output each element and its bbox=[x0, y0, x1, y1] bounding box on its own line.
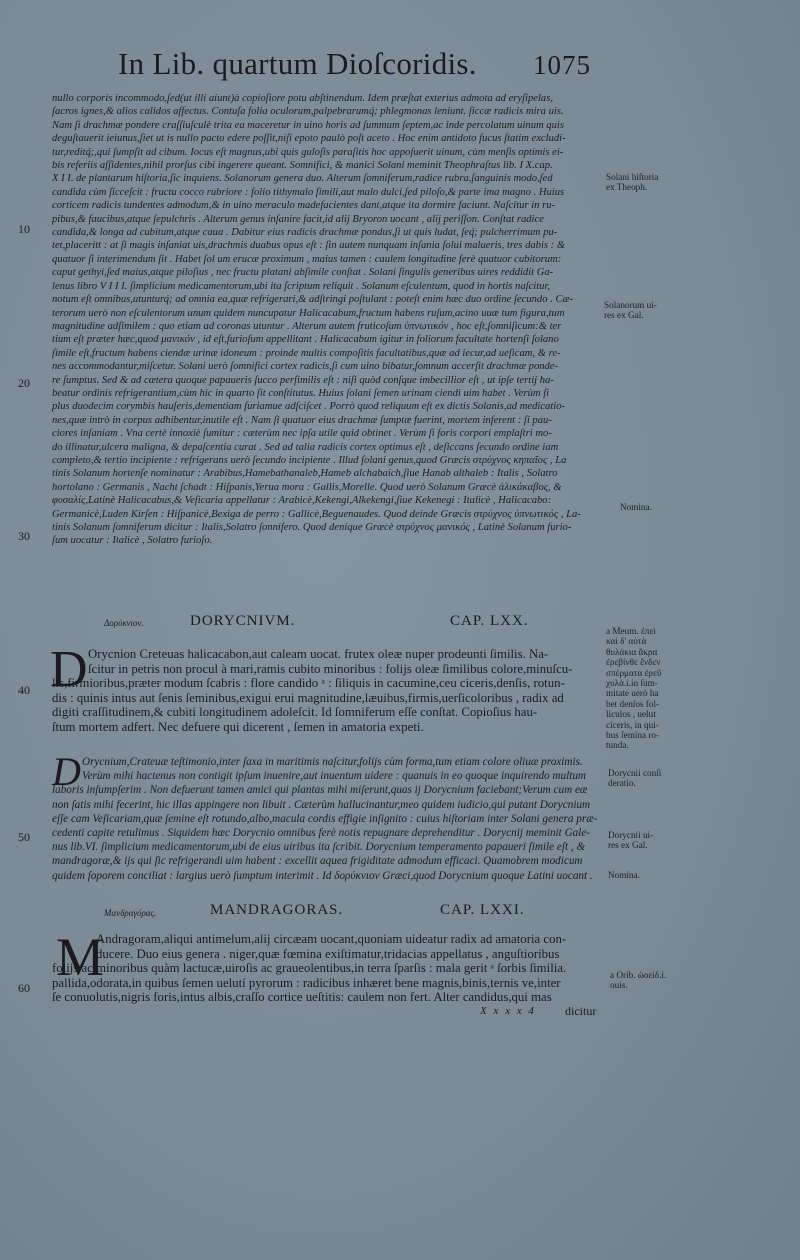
text-line: beatur ordinis refrigerantium,cùm hic in quarto ſit conſtitutus. Huius ſolani ſemen urinam ciendi uim habet . Verùm ſi bbox=[52, 387, 550, 399]
text-line: Orycnium,Crateuæ teſtimonio,inter ſaxa in maritimis naſcitur,folijs cùm forma,tum etiam colore oliuæ proximis. bbox=[82, 756, 583, 768]
note-line: χυλά.i.in ſum- bbox=[606, 678, 658, 689]
note-line: liculos , uelut bbox=[606, 709, 656, 720]
line-number: 60 bbox=[18, 981, 30, 995]
text-line: ſcitur in petris non procul à mari,ramis cubito minoribus : folijs oleæ ſimilibus colore,minuſcu- bbox=[88, 661, 573, 676]
drop-cap: D bbox=[50, 641, 88, 698]
text-line: tur,reditq́;,qui ſumpſit ad cibum. Iocus eſt magnus,ubi quis guloſis paraſitis hoc appoſuerit uinum, cùm menſis optimis ei- bbox=[52, 146, 564, 158]
dioscorides-text-dorycnium bbox=[52, 647, 608, 735]
text-line: laboris inſumpſerim . Non defuerunt tamen amici qui plantas mihi miſerunt,quas ij Dorycnium faciebant;Verum cum eæ bbox=[52, 784, 588, 797]
text-line: nes,quæ intrò in corpus adhibentur,inutile eſt . Nam ſi quatuor eius drachmæ ſumptæ fuerint, mortem inferent : ſi pau- bbox=[52, 414, 552, 426]
note-line: Dorycnii ui- bbox=[608, 830, 654, 840]
text-line: lenus libro V I I I. ſimplicium medicamentorum,ubi ita ſcriptum reliquit . Solanum eſculentum, quod in hortis naſcitur, bbox=[52, 280, 551, 292]
text-line: magnitudine adſimilem : quo etiam ad coronas utuntur . Alterum autem fruticoſum ὑπνωτικόν , hoc eſt,ſomniſicum:& ter bbox=[52, 320, 562, 332]
note-line: ex Theoph. bbox=[606, 182, 648, 193]
running-head: In Lib. quartum Dioſcoridis. bbox=[118, 46, 477, 81]
note-line: Solani hiſtoria bbox=[606, 172, 659, 182]
text-line: terorum uerò non eſculentorum unum quidem nuncupatur Halicacabum,fructum habens ruſum,acino uuæ tum figura,tum bbox=[52, 307, 565, 319]
text-line: dis : quinis intus aut ſenis ſeminibus,exigui erui magnitudine,læuibus,firmis,uerſicoloribus , radix ad bbox=[52, 690, 564, 705]
margin-note-solani-historia bbox=[606, 172, 694, 193]
text-line: cedenti capite retulimus . Siquidem hæc Dorycnio omnibus ferè notis repugnare deprehenditur . Dorycnij meminit Gale- bbox=[52, 827, 591, 840]
text-line: hortolano : Germanis , Nacht ſchadt : Hiſpanis,Yerua mora : Gallis,Morelle. Quod uerò Solanum Græcè ἁλικάκαβος, & bbox=[52, 481, 562, 493]
text-line: nullo corporis incommodo,ſed(ut illi aiunt)à copioſiore potu abſtinendum. Idem præſtat exterius admota ad eryſipelas, bbox=[52, 93, 553, 104]
text-line: quidem ſoporem conciliat : largius uerò ſumptum interimit . Id δορύκνιον Græci,quod Dorycnium quoque Latini uocant . bbox=[52, 869, 593, 882]
note-line: res ex Gal. bbox=[608, 840, 648, 851]
note-line: θυλάκια ἄκρα bbox=[606, 646, 658, 657]
text-line: digiti craſſitudinem,& cubiti longitudinem adoleſcit. Id ſomniferum eſſe conſtat. Copioſius hau- bbox=[52, 705, 538, 720]
note-line: σπέρματα ἐρεῦ bbox=[606, 667, 662, 678]
note-line: ciceris, in qui- bbox=[606, 719, 659, 730]
chapter-number: CAP. LXX. bbox=[450, 613, 529, 629]
text-line: ducere. Duo eius genera . niger,quæ fœmina exiſtimatur,tridacias appellatus , anguſtioribus bbox=[96, 946, 560, 961]
text-line: tium eſt præter hæc,quod μανικόν , id eſt,furioſum appellitant . Halicacabum igitur in foliorum facultate hortenſi ſolano bbox=[52, 334, 559, 346]
margin-note-oribasius bbox=[610, 970, 698, 991]
line-number: 10 bbox=[18, 222, 30, 236]
text-line: pallida,odorata,in quibus ſemen uelutí pyrorum : radicibus inhæret bene magnis,binis,ternis ve,inter bbox=[52, 975, 561, 990]
text-line: quatuor ſi interimendum ſit . Habet ſol um erucæ proximum , maius tamen : caulem longitudine ferè quatuor cubitorum: bbox=[52, 253, 562, 265]
text-line: ſum uocatur : Italicè , Solatro furioſo. bbox=[52, 535, 213, 547]
chapter-greek-title: Δορύκνιον. bbox=[104, 618, 144, 628]
note-line: bet denſos fol- bbox=[606, 698, 660, 709]
line-number: 40 bbox=[18, 683, 30, 697]
chapter-greek-title: Μανδραγόρας. bbox=[104, 908, 157, 918]
text-line: nus lib.VI. ſimplicium medicamentorum,ubi de eius uiribus ita ſcribit. Dorycnium temperamento papaueri ſimile eſt , & bbox=[52, 841, 586, 854]
text-line: caput gethyi,ſed maius,atque piloſius , nec fructu platani abſimile conſtat . Solani ſingulis generibus uires reddidit Ga- bbox=[52, 267, 554, 279]
text-line: do illinatur,ulcera maligna, & depaſcentia curat . Sed ad talia radicis cortex optimus eſt , deſiccans ſecundo ordine iam bbox=[52, 441, 559, 453]
margin-note-solanorum-uires bbox=[604, 300, 692, 321]
dioscorides-text-mandragoras bbox=[52, 927, 608, 1005]
chapter-title: MANDRAGORAS. bbox=[210, 902, 344, 918]
commentary-solanum bbox=[52, 92, 602, 548]
text-line: plus duodecim corymbis hauſeris,dementiam furiamue adſciſcet . Porrò quod reliquum eſt ex dictis Solanis,ad medicatio- bbox=[52, 401, 566, 413]
text-line: corticem radicis tundentes admodum,& in uino meraculo madefacientes dant,atque ita dormire faciunt. Naſcitur in ru- bbox=[52, 200, 556, 212]
note-line: res ex Gal. bbox=[604, 310, 644, 321]
note-line: Dorycnii conſi bbox=[608, 768, 662, 778]
text-line: tet,placeritt : at ſi magis inſaniat uis,drachmis duabus opus eſt : ſin autem nunquam inſania ſolui malueris, tres dabis : & bbox=[52, 240, 566, 252]
margin-note-nomina: Nomina. bbox=[620, 502, 652, 512]
text-line: deguſtauerit ieiunus,ſiet ut is nullo pacto edere poſſit,niſi epoto paulò poſt aceto . Hoc enim antidoto fucus ſtatim excludi- bbox=[52, 133, 566, 145]
note-line: mitate uerò ha bbox=[606, 688, 659, 699]
text-line: ſacros ignes,& alios calidos affectus. Contuſa folia oculorum,palpebrarumq́; phlegmonas leniunt. ſiccæ radicis mira uis. bbox=[52, 106, 564, 118]
text-line: bis referiis aſſidentes,nihil prorſus cibi ingerere queant. Somnifici, & manici Solani meminit Theophraſtus lib. I X.cap. bbox=[52, 160, 553, 172]
note-line: deratio. bbox=[608, 778, 636, 789]
commentary-dorycnium bbox=[52, 755, 602, 883]
note-line: bus ſemina ro- bbox=[606, 730, 660, 741]
text-line: ſtum mortem adfert. Nec defuere qui dicerent , ſemen in amatoria expeti. bbox=[52, 719, 424, 734]
text-line: φυσαλίς,Latinè Halicacabus,& Veſicaria appellatur : Arabicè,Kekengi,Alkekengi,ſiue Kekenegi : Italicè , Halicacabo: bbox=[52, 495, 552, 507]
signature-mark: X x x x 4 bbox=[480, 1005, 536, 1017]
text-line: ſe conuolutis,nigris foris,intus albis,craſſo cortice ueſtitis: caulem non fert. Alter candidus,qui mas bbox=[52, 990, 552, 1005]
text-line: lis,firmioribus,præter modum ſcabris : flore candido ᵃ : ſiliquis in cacumine,ceu ciceris,denſis, rotun- bbox=[52, 676, 565, 691]
drop-cap: D bbox=[52, 749, 81, 794]
text-line: tinis Solanum ſomniferum dicitur : Italis,Solatro ſonnifero. Quod denique Græcè στρύχνος μανικός , Latinè Solanum furio- bbox=[52, 522, 572, 533]
text-line: pibus,& faucibus,atque ſepulchris . Alterum genus inſanire facit,id alij Bryoron uocant , alij periſſon. Conſtat radice bbox=[52, 213, 544, 225]
text-line: X I I. de plantarum hiſtoria,ſic inquiens. Solanorum genera duo. Alterum ſomniferum,radice rubra,ſanguinis modo,ſed bbox=[52, 173, 553, 185]
line-number: 50 bbox=[18, 830, 30, 844]
text-line: candida cùm ſicceſcit : fructu cocco rubriore : folio tithymalo ſimili,aut malo dulci,ſed piloſo,& parte ima magno . Huius bbox=[52, 186, 565, 198]
note-line: Solanorum ui- bbox=[604, 300, 657, 310]
text-line: Germanicè,Luden Kirſen : Hiſpanicè,Bexiga de perro : Gallicè,Beguenaudes. Quod deinde Græcis στρύχνος ὑπνωτικός , La- bbox=[52, 508, 581, 520]
note-line: ouis. bbox=[610, 980, 628, 991]
margin-note-meum bbox=[606, 626, 694, 751]
text-line: tinis Solanum hortenſe nominatur : Arabibus,Hamebathanaleb,Hameb alchabaich,ſiue Hanab althaleb : Italis , Solatro bbox=[52, 468, 558, 480]
chapter-number: CAP. LXXI. bbox=[440, 902, 525, 918]
text-line: ſimile eſt,fructum habens ciendæ urinæ idoneum : proinde multis compoſitis facultatibus,quæ ad iecur,ad ueſicam, & re- bbox=[52, 347, 561, 359]
text-line: Nam ſi drachmæ pondere craſſiuſculè trita ea maceretur in uino horis ad ſummum ſeptem,ac inde percolatum uinum quis bbox=[52, 119, 564, 131]
text-line: eſſe cam Veſicariam,quæ ſemine eſt rotundo,albo,macula cordis effigie inſignito : cuius hiſtoriam inter Solani genera præ- bbox=[52, 812, 598, 825]
text-line: Verùm mihi hactenus non contigit ipſum inuenire,aut inuentum uidere : quanuis in eo quoque inquirendo multum bbox=[82, 770, 586, 783]
text-line: Orycnion Creteuas halicacabon,aut caleam uocat. frutex oleæ nuper prodeunti ſimilis. Na- bbox=[88, 647, 549, 661]
text-line: folijs ac minoribus quàm lactucæ,uiroſis ac graueolentibus,in terra ſparſis : mala gerit ᵃ ſorbis ſimilia. bbox=[52, 961, 567, 976]
text-line: notum eſt omnibus,utunturq́; ad omnia ea,quæ refrigerari,& adſtringi poſtulant : poteſt enim hæc duo ordine ſecundo . Cæ- bbox=[52, 294, 574, 306]
drop-cap: M bbox=[56, 927, 105, 987]
text-line: mandragoræ,& ijs qui ſic refrigerandi uim habent : excellit aquea frigiditate admodum efficaci. Quamobrem modicum bbox=[52, 855, 583, 868]
margin-note-nomina: Nomina. bbox=[608, 870, 640, 880]
margin-note-dorycnii-consideratio bbox=[608, 768, 696, 789]
chapter-title: DORYCNIVM. bbox=[190, 613, 296, 629]
note-line: a Orib. ὠοείδ.i. bbox=[610, 970, 667, 980]
note-line: καὶ δ' αὐτὰ bbox=[606, 636, 647, 647]
text-line: re ſumptus. Sed & ad cætera quoque papaueris ſucco perſimilis eſt : niſi quòd conſque imbecillior eſt , ut ipſe tertij ha- bbox=[52, 374, 554, 386]
text-line: completo,& tertio incipiente : refrigerans uerò ſecundo incipiente . Illud ſolani genus,quod Græcis στρύχνος κηπαῖος , La bbox=[52, 454, 567, 466]
margin-note-dorycnii-uires bbox=[608, 830, 696, 851]
note-line: tunda. bbox=[606, 740, 629, 751]
page-number: 1075 bbox=[533, 50, 591, 80]
text-line: candida,& longa ad cubitum,atque caua . Dabitur eius radicis drachmæ pondus,ſi ut quis ludat, ſeq́; pulcherrimum pu- bbox=[52, 227, 558, 239]
line-number: 30 bbox=[18, 529, 30, 543]
note-line: ἐρεβίνθε ἔνδεν bbox=[606, 657, 661, 668]
line-number: 20 bbox=[18, 376, 30, 390]
text-line: Andragoram,aliqui antimelum,alij circæam uocant,quoniam uideatur radix ad amatoria con- bbox=[96, 932, 567, 946]
text-line: nes accommodantur,miſcetur. Solani uerò ſomnifici cortex radicis,ſi cum uino bibatur,ſomnum accerſit drachmæ ponde- bbox=[52, 361, 559, 373]
catchword: dicitur bbox=[565, 1004, 597, 1018]
note-line: a Meum. ἐπεὶ bbox=[606, 626, 656, 636]
text-line: non ſatis mihi fecerint, hic illas appingere non libuit . Cæterùm hallucinantur,meo quidem iudicio,qui putant Dorycnium bbox=[52, 798, 591, 811]
text-line: ciores inſaniam . Vna certè innoxiè ſumitur : cæterùm nec ipſa utile quid obtinet . Verùm ſi foris corpori emplaſtri mo- bbox=[52, 428, 552, 440]
